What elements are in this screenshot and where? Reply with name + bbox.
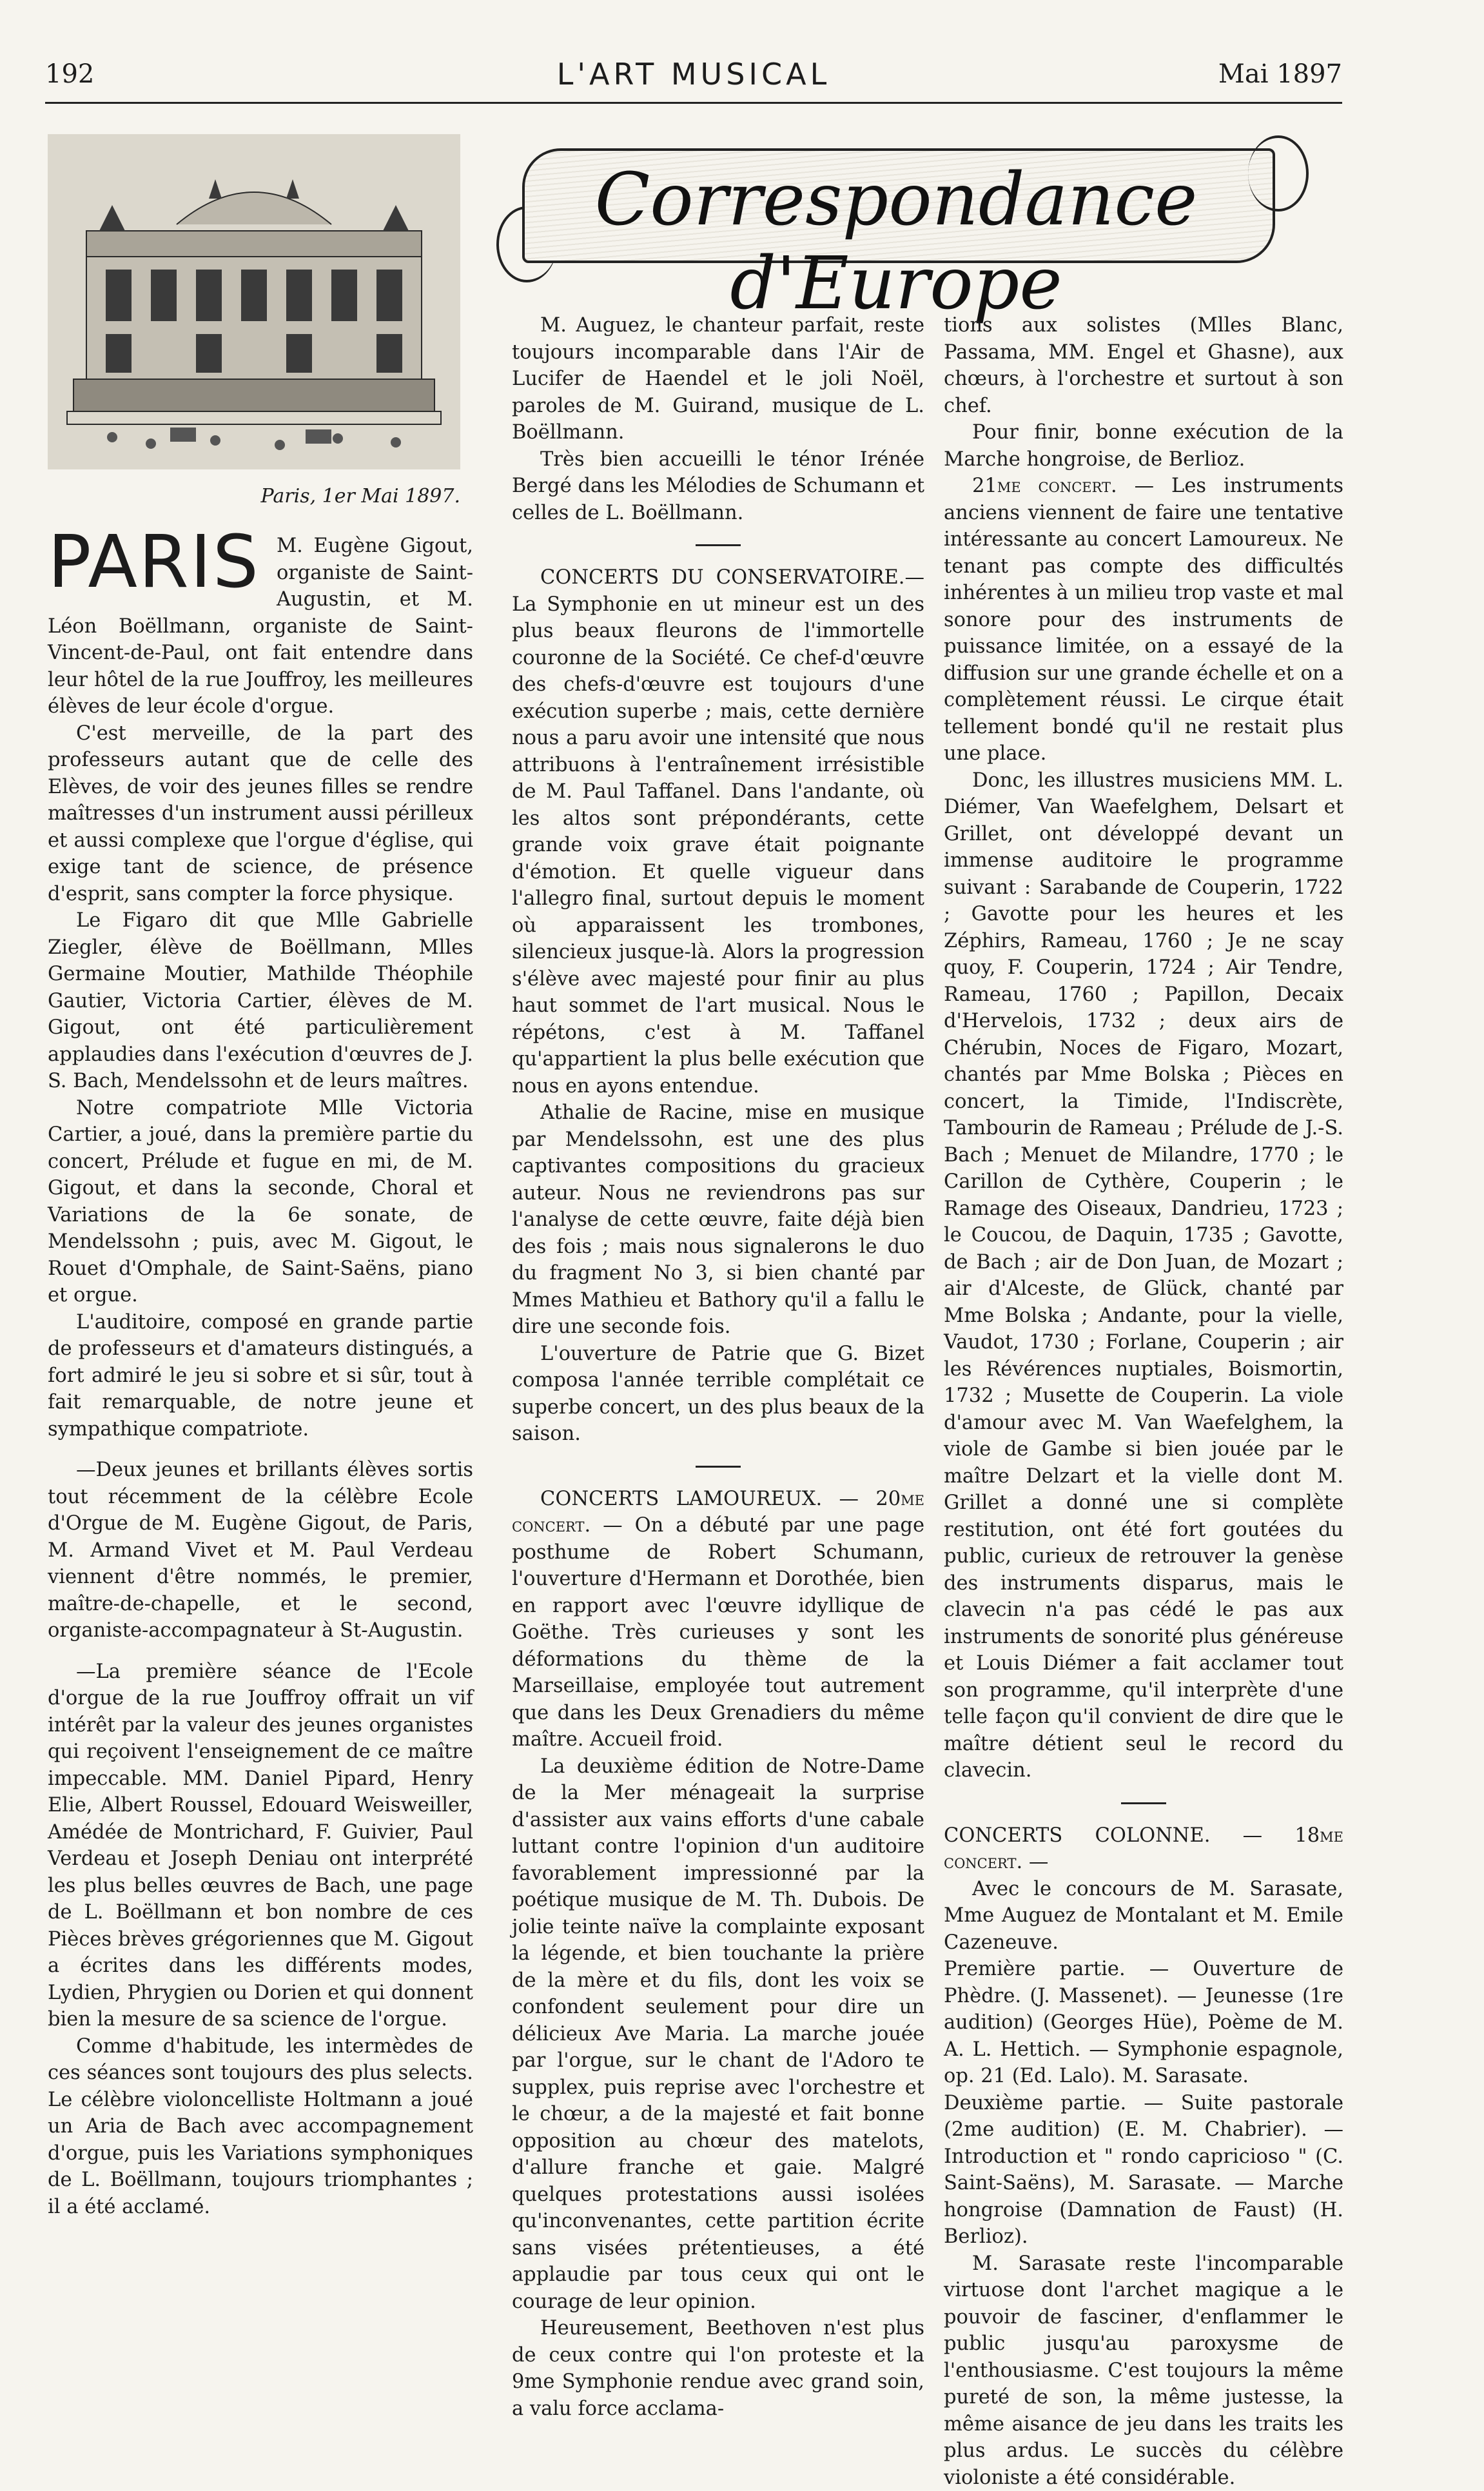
paragraph: M. Auguez, le chanteur parfait, reste toujours incomparable dans l'Air de Lucifer de Haendel et le joli Noël, paroles de M. Guirand, musique de L. Boëllmann.	[512, 312, 924, 446]
column-3	[944, 312, 1343, 2491]
page-number: 192	[45, 59, 94, 89]
section-heading: CONCERTS DU CONSERVATOIRE.	[540, 566, 905, 589]
banner-curl-right	[1248, 135, 1309, 212]
paragraph: tions aux solistes (Mlles Blanc, Passama, MM. Engel et Ghasne), aux chœurs, à l'orchestre et surtout à son chef.	[944, 312, 1343, 419]
paragraph: M. Eugène Gigout, organiste de Saint-Augustin, et M. Léon Boëllmann, organiste de Saint-Vincent-de-Paul, ont fait entendre dans leur hôtel de la rue Jouffroy, les meilleures élèves de leur école d'orgue.	[48, 533, 473, 720]
paragraph: Pour finir, bonne exécution de la Marche hongroise, de Berlioz.	[944, 419, 1343, 473]
paragraph: CONCERTS DU CONSERVATOIRE.—La Symphonie en ut mineur est un des plus beaux fleurons de l'immortelle couronne de la Société. Ce chef-d'œuvre des chefs-d'œuvre est toujours d'une exécution superbe ; mais, cette dernière nous a paru avoir une intensité que nous attribuons à l'entraînement irrésistible de M. Paul Taffanel. Dans l'andante, où les altos sont prépondérants, cette grande voix grave était poignante d'émotion. Et quelle vigueur dans l'allegro final, surtout depuis le moment où apparaissent les trombones, silencieux jusque-là. Alors la progression s'élève avec majesté pour finir au plus haut sommet de l'art musical. Nous le répétons, c'est à M. Taffanel qu'appartient la plus belle exécution que nous en ayons entendue.	[512, 564, 924, 1099]
paragraph: C'est merveille, de la part des professeurs autant que de celle des Elèves, de voir des jeunes filles se rendre maîtresses d'un instrument aussi périlleux et aussi complexe que l'orgue d'église, qui exige tant de science, de présence d'esprit, sans compter la force physique.	[48, 720, 473, 908]
paragraph: Deuxième partie. — Suite pastorale (2me audition) (E. M. Chabrier). — Introduction et " rondo capricioso " (C. Saint-Saëns), M. Sarasate. — Marche hongroise (Damnation de Faust) (H. Berlioz).	[944, 2090, 1343, 2250]
paragraph: Comme d'habitude, les intermèdes de ces séances sont toujours des plus selects. Le célèbre violoncelliste Holtmann a joué un Aria de Bach avec accompagnement d'orgue, puis les Variations symphoniques de L. Boëllmann, toujours triomphantes ; il a été acclamé.	[48, 2033, 473, 2221]
illustration-caption: Paris, 1er Mai 1897.	[48, 485, 460, 507]
paragraph: L'auditoire, composé en grande partie de professeurs et d'amateurs distingués, a fort admiré le jeu si sobre et si sûr, tout à fait remarquable, de notre jeune et sympathique compatriote.	[48, 1309, 473, 1443]
paragraph: Avec le concours de M. Sarasate, Mme Auguez de Montalant et M. Emile Cazeneuve.	[944, 1876, 1343, 1956]
paragraph: La deuxième édition de Notre-Dame de la Mer ménageait la surprise d'assister aux vains efforts d'une cabale luttant contre l'opinion d'un auditoire favorablement impressionné par la poétique musique de M. Th. Dubois. De jolie teinte naïve la complainte exposant la légende, et bien touchante la prière de la mère et du fils, dont les voix se confondent seulement pour dire un délicieux Ave Maria. La marche jouée par l'orgue, sur le chant de l'Adoro te supplex, puis reprise avec l'orchestre et le chœur, a de la majesté et fait bonne opposition au chœur des matelots, d'allure franche et gaie. Malgré quelques protestations aussi isolées qu'inconvenantes, cette partition écrite sans visées prétentieuses, a été applaudie par tous ceux qui ont le courage de leur opinion.	[512, 1753, 924, 2316]
paragraph: Heureusement, Beethoven n'est plus de ceux contre qui l'on proteste et la 9me Symphonie rendue avec grand soin, a valu force acclama-	[512, 2315, 924, 2422]
opera-house-engraving-icon	[48, 134, 460, 469]
divider	[1121, 1802, 1166, 1804]
divider	[696, 1466, 741, 1468]
column-2	[512, 312, 924, 2422]
column-1	[48, 533, 473, 2220]
banner-title: Correspondance d'Europe	[535, 158, 1257, 326]
section-banner	[496, 123, 1322, 303]
paragraph: —La première séance de l'Ecole d'orgue de la rue Jouffroy offrait un vif intérêt par la valeur des jeunes organistes qui reçoivent l'enseignement de ce maître impeccable. MM. Daniel Pipard, Henry Elie, Albert Roussel, Edouard Weisweiller, Amédée de Montrichard, F. Guivier, Paul Verdeau et Joseph Deniau ont interprété les plus belles œuvres de Bach, une page de L. Boëllmann et bon nombre de ces Pièces brèves grégoriennes que M. Gigout a écrites dans les différents modes, Lydien, Phrygien ou Dorien et qui donnent bien la mesure de sa science de l'orgue.	[48, 1659, 473, 2033]
section-heading: CONCERTS COLONNE.	[944, 1824, 1210, 1847]
dropcap-paris: PARIS	[48, 535, 260, 589]
journal-title: L'ART MUSICAL	[45, 57, 1342, 92]
paragraph: Donc, les illustres musiciens MM. L. Diémer, Van Waefelghem, Delsart et Grillet, ont développé devant un immense auditoire le programme suivant : Sarabande de Couperin, 1722 ; Gavotte pour les heures et les Zéphirs, Rameau, 1760 ; Je ne scay quoy, F. Couperin, 1724 ; Air Tendre, Rameau, 1760 ; Papillon, Decaix d'Hervelois, 1732 ; deux airs de Chérubin, Noces de Figaro, Mozart, chantés par Mme Bolska ; Pièces en concert, la Timide, l'Indiscrète, Tambourin de Rameau ; Prélude de J.-S. Bach ; Menuet de Milandre, 1770 ; le Carillon de Cythère, Couperin ; le Ramage des Oiseaux, Dandrieu, 1723 ; le Coucou, de Daquin, 1735 ; Gavotte, de Bach ; air de Don Juan, de Mozart ; air d'Alceste, de Glück, chanté par Mme Bolska ; Andante, pour la vielle, Vaudot, 1730 ; Forlane, Couperin ; air les Révérences nuptiales, Boismortin, 1732 ; Musette de Couperin. La viole d'amour avec M. Van Waefelghem, la viole de Gambe si bien jouée par le maître Delzart et la vielle dont M. Grillet a donné une si complète restitution, ont été fort goutées du public, curieux de retrouver la genèse des instruments disparus, mais le clavecin n'a pas cédé le pas aux instruments de sonorité plus généreuse et Louis Diémer a fait acclamer tout son programme, qu'il interprète d'une telle façon qu'il convient de dire que le maître détient seul le record du clavecin.	[944, 767, 1343, 1784]
paragraph: CONCERTS COLONNE. — 18me concert. —	[944, 1822, 1343, 1876]
paragraph: CONCERTS LAMOUREUX. — 20me concert. — On a débuté par une page posthume de Robert Schumann, l'ouverture d'Hermann et Dorothée, bien en rapport avec l'œuvre idyllique de Goëthe. Très curieuses y sont les déformations du thème de la Marseillaise, employée tout autrement que dans les Deux Grenadiers du même maître. Accueil froid.	[512, 1486, 924, 1753]
paragraph: Très bien accueilli le ténor Irénée Bergé dans les Mélodies de Schumann et celles de L. Boëllmann.	[512, 446, 924, 527]
paragraph: Notre compatriote Mlle Victoria Cartier, a joué, dans la première partie du concert, Prélude et fugue en mi, de M. Gigout, et dans la seconde, Choral et Variations de la 6e sonate, de Mendelssohn ; puis, avec M. Gigout, le Rouet d'Omphale, de Saint-Saëns, piano et orgue.	[48, 1095, 473, 1309]
divider	[696, 544, 741, 546]
issue-date: Mai 1897	[1218, 59, 1342, 89]
section-heading: CONCERTS LAMOUREUX.	[540, 1488, 822, 1510]
paragraph: 21me concert. — Les instruments anciens viennent de faire une tentative intéressante au concert Lamoureux. Ne tenant pas compte des difficultés inhérentes à un milieu trop vaste et mal sonore pour des instruments de puissance limitée, on a essayé de la diffusion sur une grande échelle et on a complètement réussi. Le cirque était tellement bondé qu'il ne restait plus une place.	[944, 473, 1343, 767]
paragraph: —Deux jeunes et brillants élèves sortis tout récemment de la célèbre Ecole d'Orgue de M. Eugène Gigout, de Paris, M. Armand Vivet et M. Paul Verdeau viennent d'être nommés, le premier, maître-de-chapelle, et le second, organiste-accompagnateur à St-Augustin.	[48, 1457, 473, 1644]
paragraph: M. Sarasate reste l'incomparable virtuose dont l'archet magique a le pouvoir de fasciner, d'enflammer le public jusqu'au paroxysme de l'enthousiasme. C'est toujours la même pureté de son, la même justesse, la même aisance de jeu dans les traits les plus ardus. Le succès du célèbre violoniste a été considérable.	[944, 2250, 1343, 2491]
page-header	[45, 57, 1342, 104]
paragraph: Le Figaro dit que Mlle Gabrielle Ziegler, élève de Boëllmann, Mlles Germaine Moutier, Mathilde Théophile Gautier, Victoria Cartier, élèves de M. Gigout, ont été particulièrement applaudies dans l'exécution d'œuvres de J. S. Bach, Mendelssohn et de leurs maîtres.	[48, 907, 473, 1095]
paragraph: Première partie. — Ouverture de Phèdre. (J. Massenet). — Jeunesse (1re audition) (Georges Hüe), Poème de M. A. L. Hettich. — Symphonie espagnole, op. 21 (Ed. Lalo). M. Sarasate.	[944, 1956, 1343, 2090]
paragraph: Athalie de Racine, mise en musique par Mendelssohn, est une des plus captivantes compositions du gracieux auteur. Nous ne reviendrons pas sur l'analyse de cette œuvre, faite déjà bien des fois ; mais nous signalerons le duo du fragment No 3, si bien chanté par Mmes Mathieu et Bathory qu'il a fallu le dire une seconde fois.	[512, 1099, 924, 1341]
paragraph: L'ouverture de Patrie que G. Bizet composa l'année terrible complétait ce superbe concert, un des plus beaux de la saison.	[512, 1341, 924, 1448]
